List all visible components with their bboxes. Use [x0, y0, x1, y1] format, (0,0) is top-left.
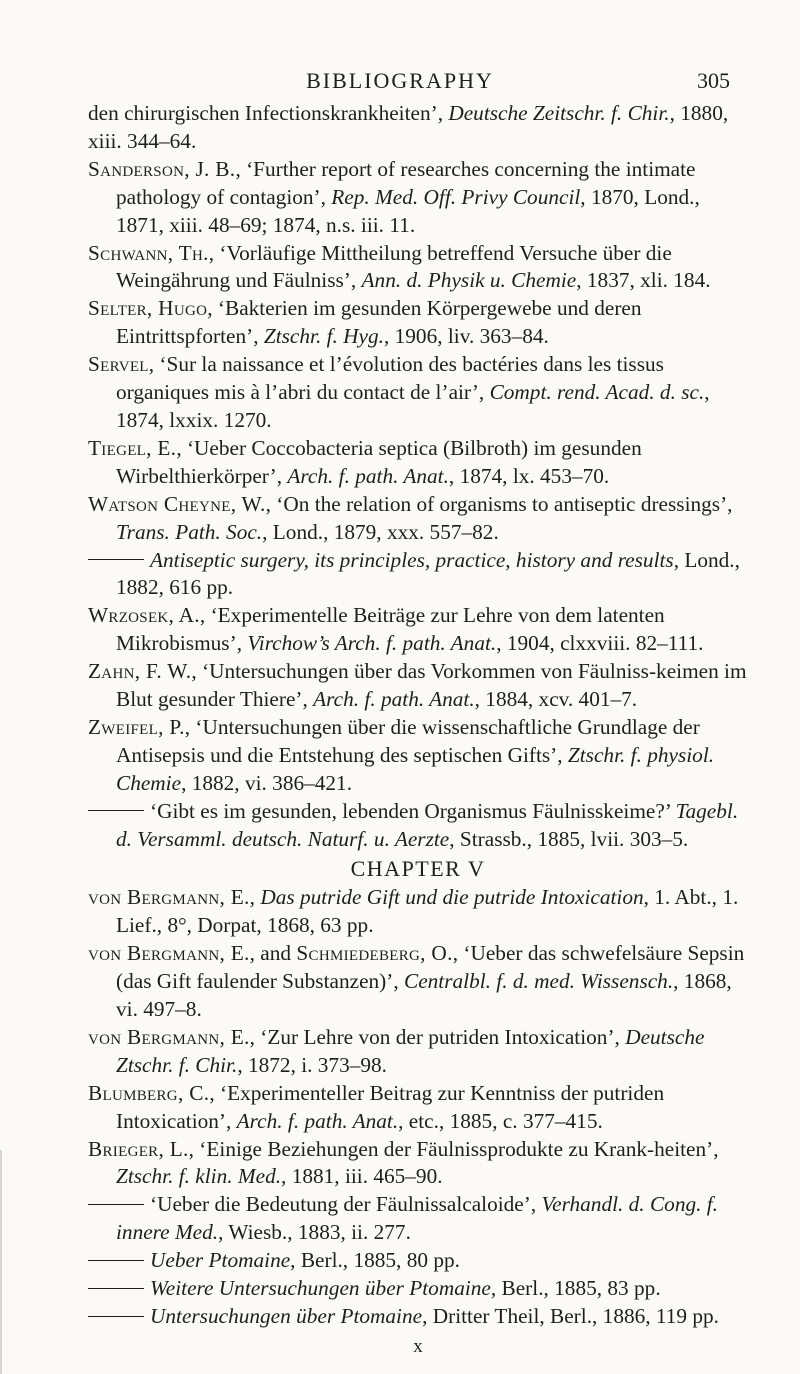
ditto-dash: [88, 1316, 144, 1317]
bibliography-entry: Wrzosek, A., ‘Experimentelle Beiträge zur Lehre von dem latenten Mikrobismus’, Virchow’s Arch. f. path. Anat., 1904, clxxviii. 82–111.: [88, 603, 704, 656]
bibliography-entry: Untersuchungen über Ptomaine, Dritter Theil, Berl., 1886, 119 pp.: [88, 1303, 748, 1331]
bibliography-list: [88, 100, 748, 1361]
bibliography-entry: von Bergmann, E., and Schmiedeberg, O., ‘Ueber das schwefelsäure Sepsin (das Gift faulender Substanzen)’, Centralbl. f. d. med. Wissensch., 1868, vi. 497–8.: [88, 941, 745, 1021]
ditto-dash: [88, 810, 144, 811]
ditto-dash: [88, 1288, 144, 1289]
bibliography-entry: Ueber Ptomaine, Berl., 1885, 80 pp.: [88, 1247, 748, 1275]
bibliography-entry: Selter, Hugo, ‘Bakterien im gesunden Körpergewebe und deren Eintrittspforten’, Ztschr. f. Hyg., 1906, liv. 363–84.: [88, 296, 642, 349]
bibliography-entry: Watson Cheyne, W., ‘On the relation of organisms to antiseptic dressings’, Trans. Path. Soc., Lond., 1879, xxx. 557–82.: [88, 491, 733, 544]
signature-mark: x: [413, 1335, 423, 1357]
bibliography-entry: ‘Gibt es im gesunden, lebenden Organismus Fäulnisskeime?’ Tagebl. d. Versamml. deutsch. Naturf. u. Aerzte, Strassb., 1885, lvii. 303–5.: [88, 798, 748, 854]
chapter-heading: CHAPTER V: [350, 856, 486, 882]
bibliography-entry: Blumberg, C., ‘Experimenteller Beitrag zur Kenntniss der putriden Intoxication’, Arch. f. path. Anat., etc., 1885, c. 377–415.: [88, 1080, 665, 1133]
ditto-dash: [88, 1204, 144, 1205]
bibliography-entry: Brieger, L., ‘Einige Beziehungen der Fäulnissprodukte zu Krank-heiten’, Ztschr. f. klin. Med., 1881, iii. 465–90.: [88, 1136, 719, 1189]
bibliography-entry: den chirurgischen Infectionskrankheiten’, Deutsche Zeitschr. f. Chir., 1880, xiii. 344–64.: [88, 101, 729, 153]
page-edge-rule: [0, 1150, 2, 1374]
bibliography-entry: ‘Ueber die Bedeutung der Fäulnissalcaloide’, Verhandl. d. Cong. f. innere Med., Wiesb., 1883, ii. 277.: [88, 1191, 748, 1247]
running-title: BIBLIOGRAPHY: [306, 68, 494, 93]
bibliography-entry: Zahn, F. W., ‘Untersuchungen über das Vorkommen von Fäulniss-keimen im Blut gesunder Thiere’, Arch. f. path. Anat., 1884, xcv. 401–7.: [88, 659, 747, 712]
bibliography-entry: Schwann, Th., ‘Vorläufige Mittheilung betreffend Versuche über die Weingährung und Fäulniss’, Ann. d. Physik u. Chemie, 1837, xli. 184.: [88, 240, 711, 293]
bibliography-entry: Antiseptic surgery, its principles, practice, history and results, Lond., 1882, 616 pp.: [88, 547, 748, 603]
bibliography-entry: Sanderson, J. B., ‘Further report of researches concerning the intimate pathology of contagion’, Rep. Med. Off. Privy Council, 1870, Lond., 1871, xiii. 48–69; 1874, n.s. iii. 11.: [88, 156, 700, 237]
bibliography-entry: von Bergmann, E., Das putride Gift und die putride Intoxication, 1. Abt., 1. Lief., 8°, Dorpat, 1868, 63 pp.: [88, 885, 739, 938]
page-header: [60, 68, 740, 98]
bibliography-entry: Weitere Untersuchungen über Ptomaine, Berl., 1885, 83 pp.: [88, 1275, 748, 1303]
bibliography-entry: von Bergmann, E., ‘Zur Lehre von der putriden Intoxication’, Deutsche Ztschr. f. Chir., 1872, i. 373–98.: [88, 1024, 705, 1077]
bibliography-entry: Zweifel, P., ‘Untersuchungen über die wissenschaftliche Grundlage der Antisepsis und die Entstehung des septischen Gifts’, Ztschr. f. physiol. Chemie, 1882, vi. 386–421.: [88, 714, 715, 795]
ditto-dash: [88, 1260, 144, 1261]
bibliography-entry: Tiegel, E., ‘Ueber Coccobacteria septica (Bilbroth) im gesunden Wirbelthierkörper’, Arch. f. path. Anat., 1874, lx. 453–70.: [88, 435, 642, 488]
ditto-dash: [88, 559, 144, 560]
bibliography-entry: Servel, ‘Sur la naissance et l’évolution des bactéries dans les tissus organiques mis à l’abri du contact de l’air’, Compt. rend. Acad. d. sc., 1874, lxxix. 1270.: [88, 352, 710, 432]
page-number: 305: [697, 68, 730, 93]
